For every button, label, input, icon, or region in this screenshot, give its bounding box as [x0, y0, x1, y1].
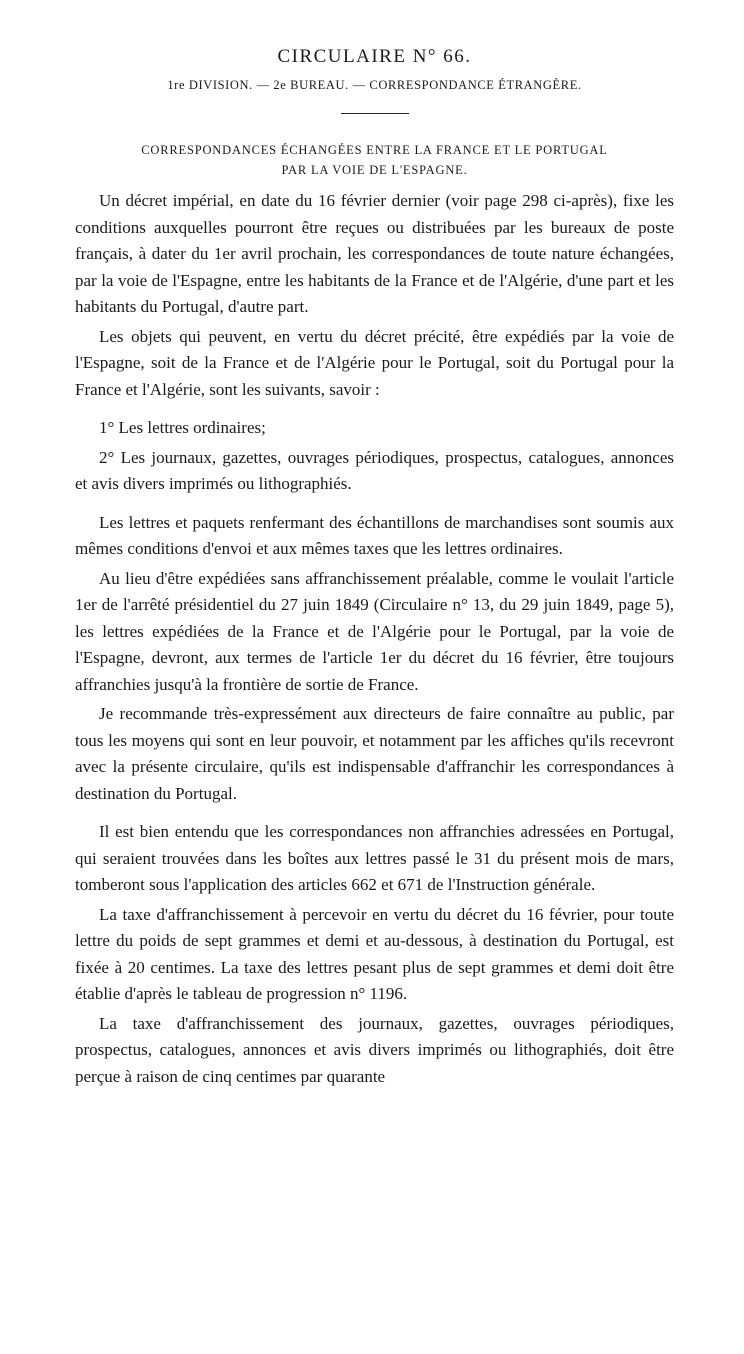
paragraph-samples: Les lettres et paquets renfermant des échantillons de marchandises sont soumis aux mêmes conditions d'envoi et aux mêmes taxes que les lettres ordinaires. — [75, 512, 674, 558]
paragraph-objects: Les objets qui peuvent, en vertu du décret précité, être expédiés par la voie de l'Espagne, soit de la France et de l'Algérie pour le Portugal, soit du Portugal pour la France et l'Algérie, sont les suivants, savoir : — [75, 326, 674, 399]
section-heading-line-2: PAR LA VOIE DE L'ESPAGNE. — [281, 163, 468, 177]
paragraph-letter-tax: La taxe d'affranchissement à percevoir en vertu du décret du 16 février, pour toute lettre du poids de sept grammes et demi et au-dessous, à destination du Portugal, est fixée à 20 centimes. La taxe des lettres pesant plus de sept grammes et demi doit être établie d'après le tableau de progression n° 1196. — [75, 904, 674, 1003]
circular-title: CIRCULAIRE N° 66. — [277, 46, 472, 67]
paragraph-decree: Un décret impérial, en date du 16 février dernier (voir page 298 ci-après), fixe les conditions auxquelles pourront être reçues ou distribuées par les bureaux de poste français, à dater du 1er avril prochain, les correspondances de toute nature échangées, par la voie de l'Espagne, entre les habitants de la France et de l'Algérie, d'une part et les habitants du Portugal, d'autre part. — [75, 191, 674, 316]
divider-rule — [341, 113, 409, 114]
paragraph-recommendation: Je recommande très-expressément aux directeurs de faire connaître au public, par tous les moyens qui sont en leur pouvoir, et notamment par les affiches qu'ils recevront avec la présente circulaire, qu'ils est indispensable d'affranchir les correspondances à destination du Portugal. — [75, 704, 674, 803]
section-heading — [75, 140, 674, 180]
section-heading-line-1: CORRESPONDANCES ÉCHANGÉES ENTRE LA FRANCE ET LE PORTUGAL — [141, 143, 608, 157]
list-item-letters: 1° Les lettres ordinaires; — [99, 418, 266, 437]
paragraph-print-tax: La taxe d'affranchissement des journaux, gazettes, ouvrages périodiques, prospectus, catalogues, annonces et avis divers imprimés ou lithographiés, doit être perçue à raison de cinq centimes par quarante — [75, 1013, 674, 1086]
list-item-journals: 2° Les journaux, gazettes, ouvrages périodiques, prospectus, catalogues, annonces et avis divers imprimés ou lithographiés. — [75, 447, 674, 493]
paragraph-unpaid: Il est bien entendu que les correspondances non affranchies adressées en Portugal, qui seraient trouvées dans les boîtes aux lettres passé le 31 du présent mois de mars, tomberont sous l'application des articles 662 et 671 de l'Instruction générale. — [75, 822, 674, 894]
paragraph-prepayment: Au lieu d'être expédiées sans affranchissement préalable, comme le voulait l'article 1er de l'arrêté présidentiel du 27 juin 1849 (Circulaire n° 13, du 29 juin 1849, page 5), les lettres expédiées de la France et de l'Algérie pour le Portugal, par la voie de l'Espagne, devront, aux termes de l'article 1er du décret du 16 février, être toujours affranchies jusqu'à la frontière de sortie de France. — [75, 568, 674, 694]
division-subtitle: 1re DIVISION. — 2e BUREAU. — CORRESPONDANCE ÉTRANGÈRE. — [167, 78, 582, 92]
document-body — [75, 188, 674, 1090]
